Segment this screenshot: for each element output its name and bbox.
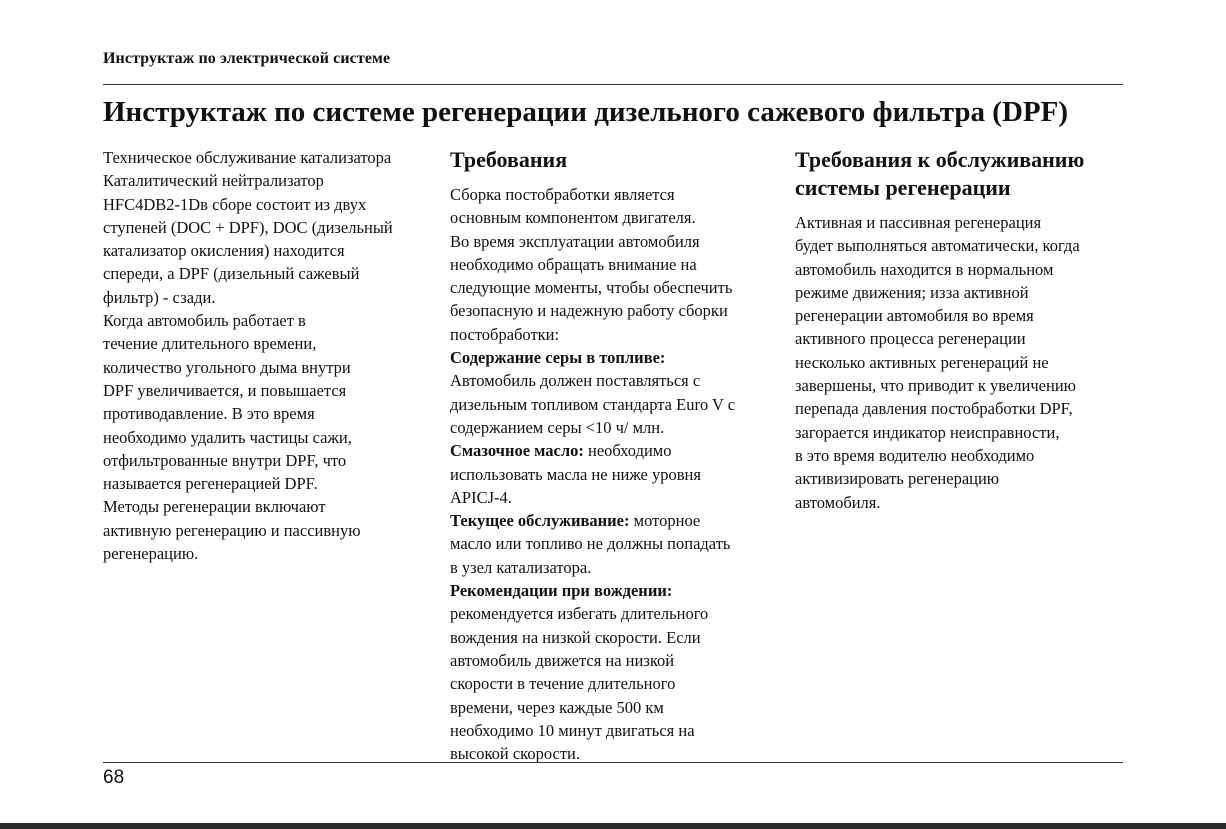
item-text-sulfur: Автомобиль должен поставляться с дизельным топливом стандарта Euro V с содержанием серы <10 ч/ млн. — [450, 371, 736, 437]
regeneration-text: Активная и пассивная регенерация будет выполняться автоматически, когда автомобиль находится в нормальном режиме движения; изза активной регенерации автомобиля во время активного процесса регенерации несколько активных регенераций не завершены, что приводит к увеличению перепада давления постобработки DPF, загорается индикатор неисправности, в это время водителю необходимо активизировать регенерацию автомобиля. — [795, 213, 1080, 512]
bottom-band — [0, 823, 1226, 829]
item-text-oil: необходимо использовать масла не ниже уровня APICJ-4. — [450, 441, 701, 507]
item-label-sulfur: Содержание серы в топливе: — [450, 348, 666, 368]
requirements-body — [450, 183, 785, 765]
item-text-maintenance: моторное масло или топливо не должны попадать в узел катализатора. — [450, 511, 731, 577]
regeneration-heading-line1: Требования к обслуживанию — [795, 147, 1085, 172]
footer-rule — [103, 762, 1123, 763]
running-header: Инструктаж по электрической системе — [103, 50, 391, 67]
regeneration-heading-line2: системы регенерации — [795, 175, 1011, 200]
item-label-oil: Смазочное масло: — [450, 441, 584, 461]
column-requirements — [450, 146, 785, 765]
column-intro — [103, 146, 439, 565]
column-regeneration — [795, 146, 1130, 514]
requirements-intro: Сборка постобработки является основным компонентом двигателя. Во время эксплуатации автомобиля необходимо обращать внимание на следующие моменты, чтобы обеспечить безопасную и надежную работу сборки постобработки: — [450, 185, 733, 344]
paragraph-methods: Методы регенерации включают активную регенерацию и пассивную регенерацию. — [103, 497, 361, 564]
page-number: 68 — [103, 767, 125, 788]
paragraph-catalyst: Техническое обслуживание катализатора Каталитический нейтрализатор HFC4DB2-1Dв сборе состоит из двух ступеней (DOC + DPF), DOC (дизельный катализатор окисления) находится спереди, а DPF (дизельный сажевый фильтр) - сзади. — [103, 148, 393, 307]
paragraph-soot: Когда автомобиль работает в течение длительного времени, количество угольного дыма внутри DPF увеличивается, и повышается противодавление. В это время необходимо удалить частицы сажи, отфильтрованные внутри DPF, что называется регенерацией DPF. — [103, 311, 352, 494]
regeneration-heading — [795, 146, 1130, 202]
requirements-heading: Требования — [450, 147, 568, 172]
item-label-maintenance: Текущее обслуживание: — [450, 511, 630, 531]
item-label-driving: Рекомендации при вождении: — [450, 581, 673, 601]
header-rule — [103, 84, 1123, 85]
page-title: Инструктаж по системе регенерации дизельного сажевого фильтра (DPF) — [103, 96, 1068, 128]
item-text-driving: рекомендуется избегать длительного вождения на низкой скорости. Если автомобиль движется на низкой скорости в течение длительного времени, через каждые 500 км необходимо 10 минут двигаться на высокой скорости. — [450, 604, 709, 764]
